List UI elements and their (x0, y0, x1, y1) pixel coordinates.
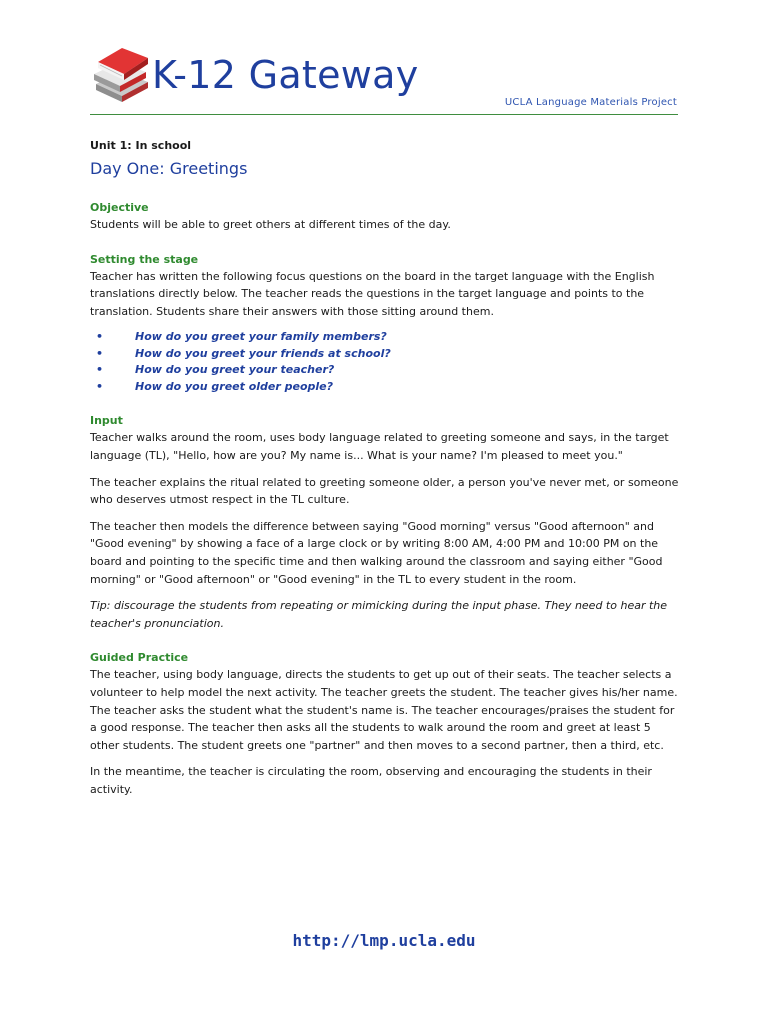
list-item: • How do you greet your friends at school? (90, 346, 680, 363)
objective-text: Students will be able to greet others at different times of the day. (90, 218, 451, 231)
focus-questions-list (90, 329, 680, 395)
bullet-icon: • (96, 346, 104, 360)
header-divider (90, 114, 678, 115)
input-section (90, 412, 680, 632)
input-paragraph: Teacher walks around the room, uses body language related to greeting someone and says, in the target language (TL), "Hello, how are you? My name is... What is your name? I'm pleased to meet you." (90, 431, 669, 462)
section-heading: Input (90, 414, 123, 428)
list-item: • How do you greet your teacher? (90, 362, 680, 379)
bullet-icon: • (96, 379, 104, 393)
input-paragraph: The teacher explains the ritual related to greeting someone older, a person you've never met, or someone who deserves utmost respect in the TL culture. (90, 475, 679, 507)
project-name: UCLA Language Materials Project (504, 97, 677, 108)
list-item: • How do you greet your family members? (90, 329, 680, 346)
section-heading: Guided Practice (90, 651, 189, 665)
bullet-icon: • (96, 363, 104, 377)
brand-title: K-12 Gateway (152, 53, 419, 97)
section-heading: Objective (90, 201, 149, 214)
input-paragraph: The teacher then models the difference between saying "Good morning" versus "Good afternoon" and "Good evening" by showing a face of a large clock or by writing 8:00 AM, 4:00 PM and 10:00 PM on the board and pointing to the specific time and then walking around the classroom and saying either "Good morning" or "Good afternoon" or "Good evening" in the TL to every student in the room. (90, 519, 663, 586)
objective-section (90, 199, 680, 234)
setting-section (90, 251, 680, 396)
bullet-icon: • (96, 330, 104, 344)
unit-label: Unit 1: In school (90, 139, 192, 152)
guided-paragraph: In the meantime, the teacher is circulating the room, observing and encouraging the students in their activity. (90, 765, 652, 796)
section-heading: Setting the stage (90, 252, 199, 266)
footer-link[interactable]: http://lmp.ucla.edu (292, 931, 476, 950)
book-stack-icon (90, 46, 152, 108)
guided-practice-section (90, 649, 680, 798)
page-title: Day One: Greetings (90, 159, 248, 178)
guided-paragraph: The teacher, using body language, directs the students to get up out of their seats. The teacher selects a volunteer to help model the next activity. The teacher greets the student. The teacher gives his/her name. The teacher asks the student what the student's name is. The teacher encourages/praises the student for a good response. The teacher then asks all the students to walk around the room and greet at least 5 other students. The student greets one "partner" and then moves to a second partner, then a third, etc. (90, 668, 678, 752)
lesson-content (90, 139, 680, 815)
list-item: • How do you greet older people? (90, 379, 680, 396)
tip-text: Tip: discourage the students from repeating or mimicking during the input phase. They need to hear the teacher's pronunciation. (90, 599, 668, 630)
setting-text: Teacher has written the following focus questions on the board in the target language with the English translations directly below. The teacher reads the questions in the target language and points to the translation. Students share their answers with those sitting around them. (90, 269, 655, 318)
